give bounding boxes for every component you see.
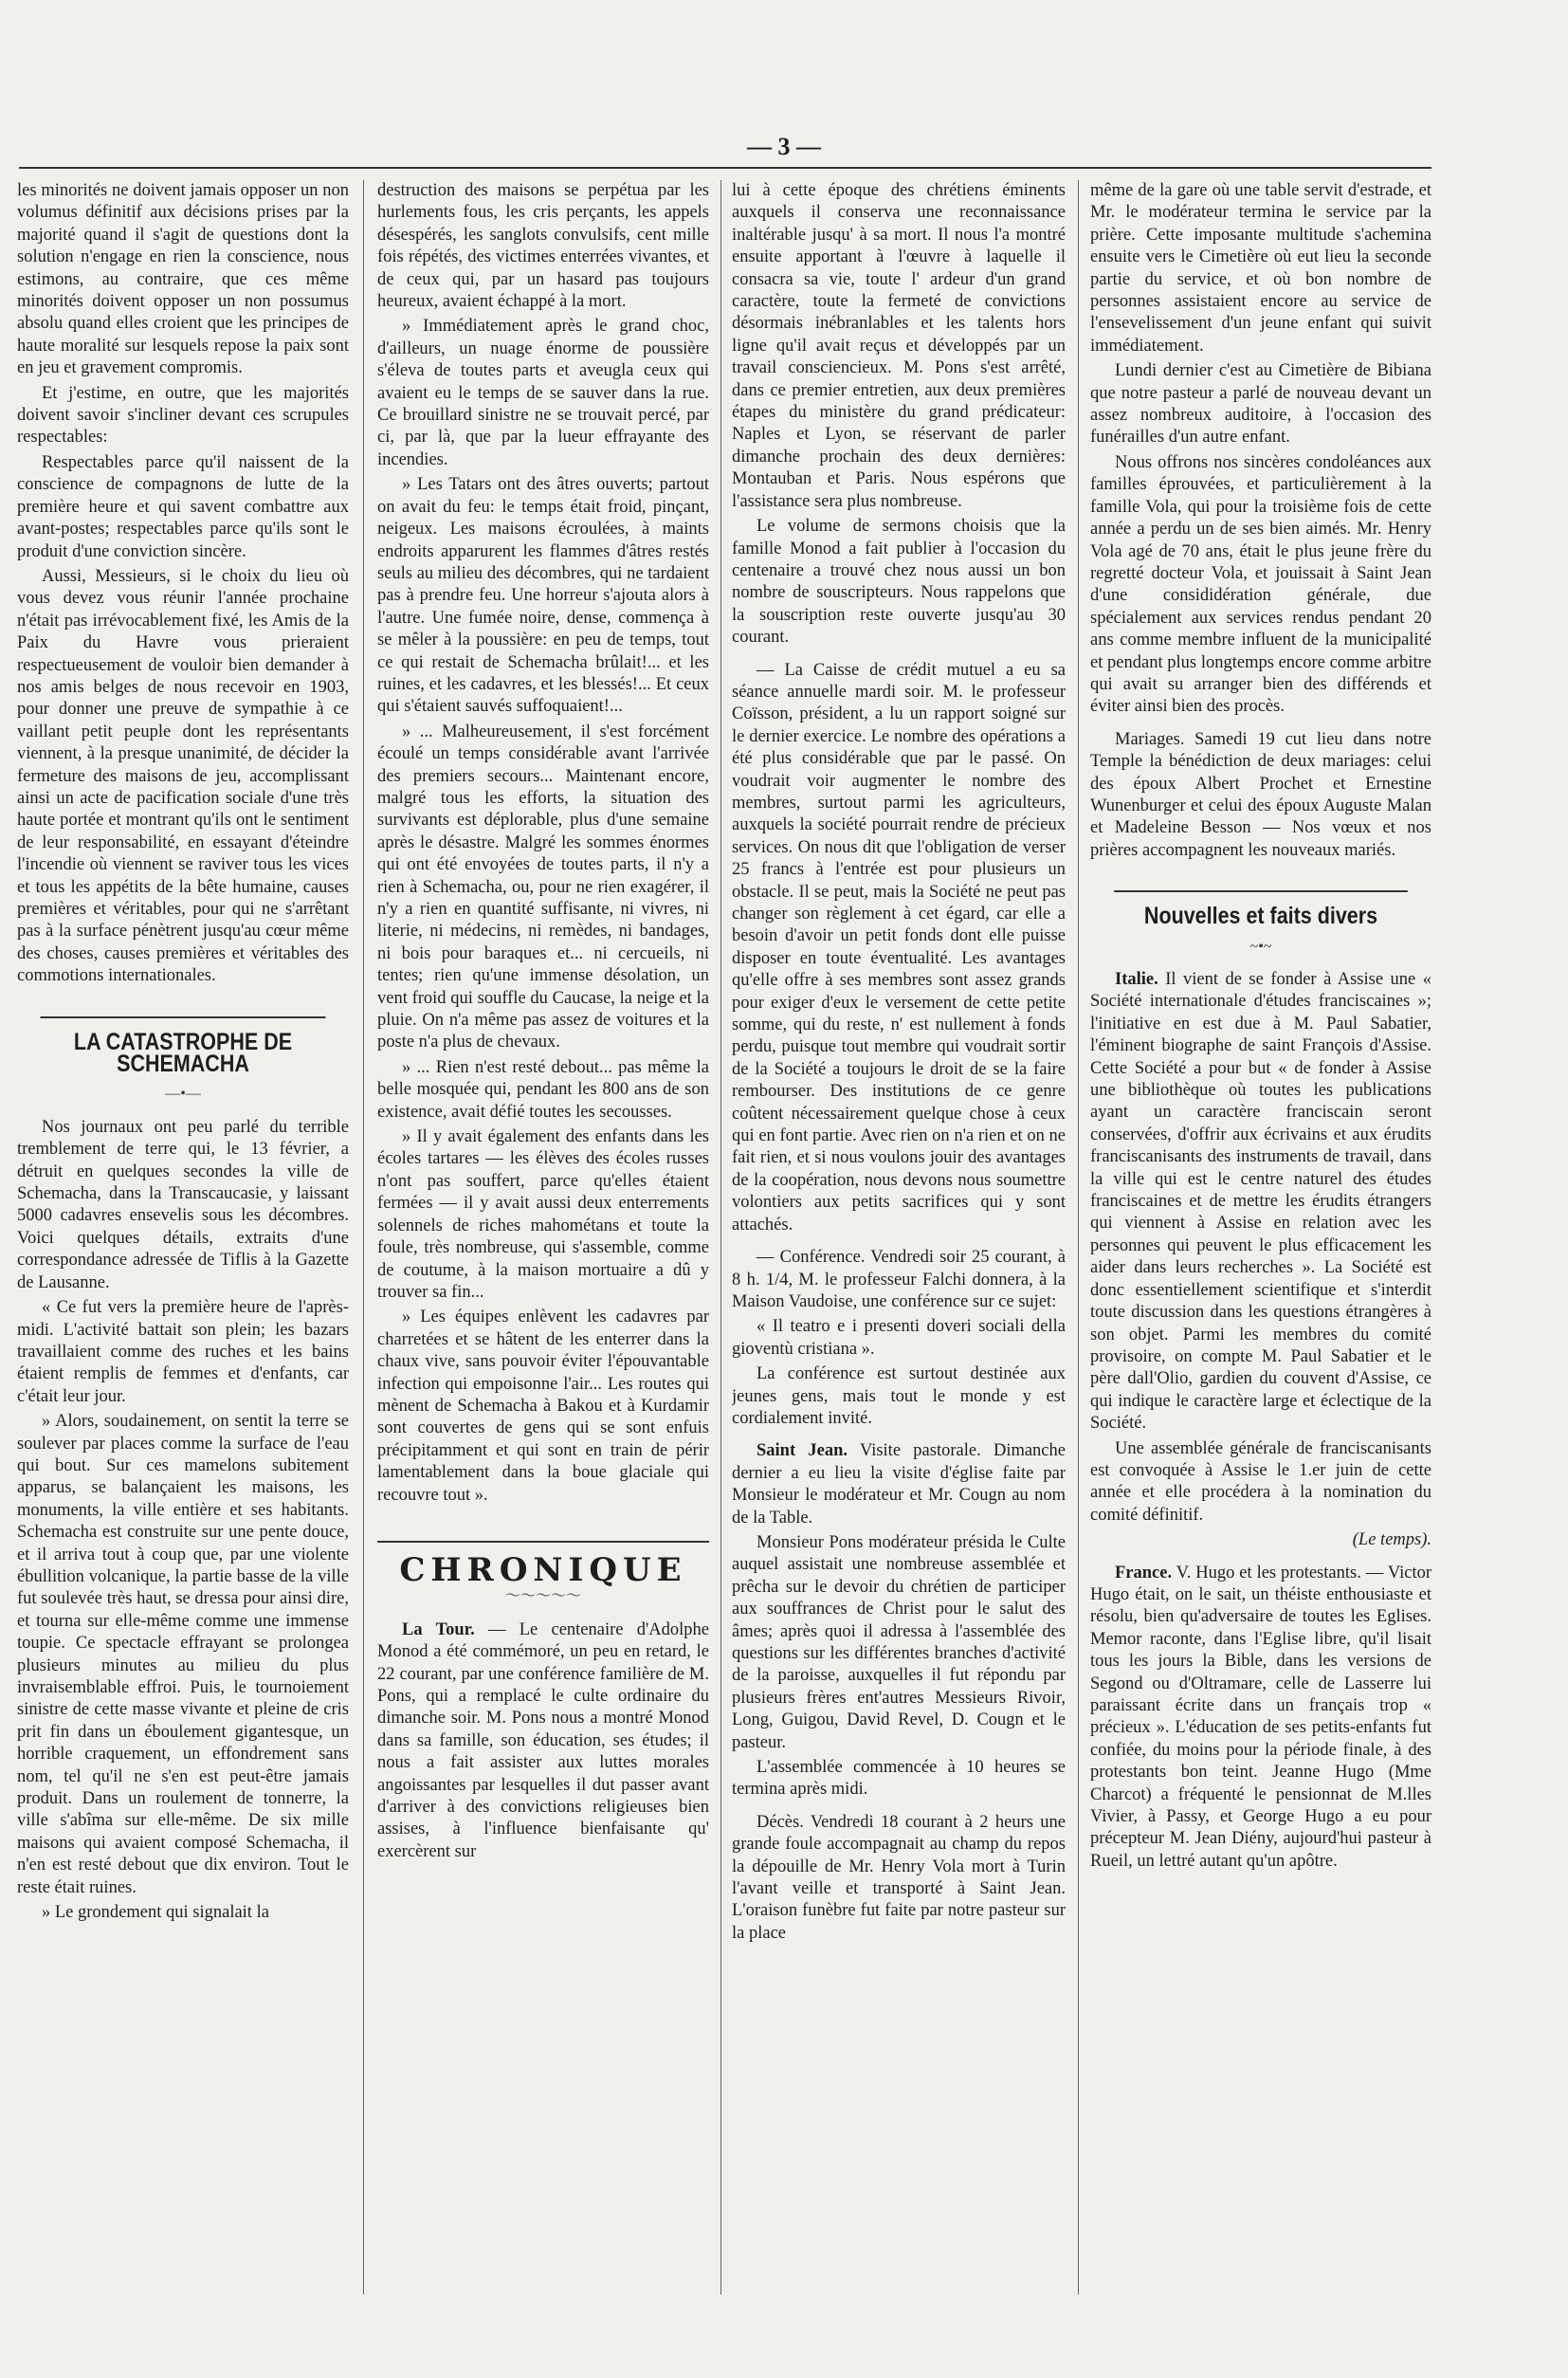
place-label: La Tour. — [402, 1619, 475, 1639]
paragraph: Et j'estime, en outre, que les majorités doivent savoir s'incliner devant ces scrupules respectables: — [17, 383, 349, 448]
source-credit: (Le temps). — [1352, 1530, 1431, 1550]
paragraph: « Il teatro e i presenti doveri sociali della gioventù cristiana ». — [732, 1317, 1066, 1359]
paragraph: » Le grondement qui signalait la — [42, 1903, 269, 1923]
paragraph: Une assemblée générale de franciscanisants est convoquée à Assise le 1.er juin de cette année et elle procédera à la nomination du comité définitif. — [1090, 1438, 1431, 1525]
section-heading-nouvelles: Nouvelles et faits divers — [1114, 890, 1408, 927]
paragraph: Le volume de sermons choisis que la famille Monod a fait publier à l'occasion du centenaire a trouvé chez nous aussi un bon nombre de souscripteurs. Nous rappelons que la souscription reste ouverte jusqu'au 30 courant. — [732, 517, 1066, 648]
paragraph: L'assemblée commencée à 10 heures se termina après midi. — [732, 1758, 1066, 1800]
column-2 — [377, 180, 709, 2304]
paragraph: Mariages. Samedi 19 cut lieu dans notre Temple la bénédiction de deux mariages: celui des époux Albert Prochet et Ernestine Wunenburger et celui des époux Auguste Malan et Madeleine Besson — Nos vœux et nos prières accompagnent les nouveaux mariés. — [1090, 729, 1431, 860]
column-divider — [363, 180, 364, 2295]
paragraph: Aussi, Messieurs, si le choix du lieu où vous devez vous réunir l'année prochaine n'était pas irrévocablement fixé, les Amis de la Paix du Havre vous prieraient respectueusement de vouloir bien demander à nos amis belges de nous recevoir en 1903, pour donner une preuve de sympathie à ce vaillant petit peuple dont les représentants viennent, à la presque unanimité, de décider la fermeture des maisons de jeu, accomplissant ainsi un acte de pacification sociale d'une très haute portée et montrant qu'ils ont le sentiment de leur responsabilité, en essayant d'éteindre l'incendie où viennent se raviver tous les vices et tous les appétits de la bête humaine, causes premières et véritables, pour qui ne s'arrêtant pas à la surface pénètrent jusqu'au cœur même des choses, causes premières et véritables des commotions internationales. — [17, 566, 349, 986]
paragraph-text: V. Hugo et les protestants. — Victor Hugo était, on le sait, un théiste enthousiaste et résolu, bien qu'adversaire de toutes les Eglises. Memor raconte, dans l'Eglise libre, qu'il lisait tous les jours la Bible, dans les versions de Segond ou d'Oltramare, celle de Lasserre lui paraissant écrite dans un français trop « précieux ». L'éducation de ses petits-enfants fut confiée, du moins pour la période finale, à des protestants bon teint. Jeanne Hugo (Mme Charcot) a fréquenté le pensionnat de M.lles Vivier, à Passy, et George Hugo a eu pour précepteur M. Jean Diény, aujourd'hui pasteur à Rueil, un lettré autant qu'un apôtre. — [1090, 1563, 1431, 1871]
paragraph: Décès. Vendredi 18 courant à 2 heurs une grande foule accompagnait au champ du repos la dépouille de Mr. Henry Vola mort à Turin l'avant veille et transporté à Saint Jean. L'oraison funèbre fut faite par notre pasteur sur la place — [732, 1812, 1066, 1943]
header-rule — [19, 167, 1431, 169]
paragraph: La conférence est surtout destinée aux jeunes gens, mais tout le monde y est cordialement invité. — [732, 1364, 1066, 1428]
paragraph: » Les équipes enlèvent les cadavres par charretées et se hâtent de les enterrer dans la chaux vive, sans pouvoir éviter l'épouvantable infection qui empoisonne l'air... Les routes qui mènent de Schemacha à Bakou et à Kurdamir sont couvertes de gens qui se sont enfuis précipitamment et qui sont en train de périr lamentablement dans la boue glaciale qui recouvre tout ». — [377, 1308, 709, 1505]
ornament: —•— — [165, 1086, 201, 1103]
paragraph: Monsieur Pons modérateur présida le Culte auquel assistait une nombreuse assemblée et prêcha sur le devoir du chrétien de participer aux souffrances de Christ pour le salut des âmes; après quoi il adressa à l'assemblée des questions sur les différentes branches d'activité de la paroisse, auxquelles il fut répondu par plusieurs frères ent'autres Messieurs Rivoir, Long, Guigou, David Revel, D. Cougn et le pasteur. — [732, 1532, 1066, 1752]
place-label: Italie. — [1115, 970, 1158, 989]
column-1 — [17, 180, 349, 2304]
paragraph: » Il y avait également des enfants dans les écoles tartares — les élèves des écoles russes n'ont pas souffert, parce qu'elles étaient fermées — il y avait aussi deux enterrements solennels de riches mahométans et toute la foule, très nombreuse, qui s'assemble, comme de coutume, à la maison mortuaire a dû y trouver sa fin... — [377, 1127, 709, 1302]
paragraph: » Les Tatars ont des âtres ouverts; partout on avait du feu: le temps était froid, pinçant, neigeux. Les maisons écroulées, à maints endroits apparurent les flammes d'âtres restés seuls au milieu des décombres, qui ne tardaient pas à prendre feu. Une horreur s'ajouta alors à l'autre. Une fumée noire, dense, commença à se mêler à la poussière: en peu de temps, tout ce qui restait de Schemacha brûlait!... et les ruines, et les cadavres, et les blessés!... Et ceux qui s'étaient sauvés suffoquaient!... — [377, 475, 709, 717]
paragraph: — Conférence. Vendredi soir 25 courant, à 8 h. 1/4, M. le professeur Falchi donnera, à la Maison Vaudoise, une conférence sur ce sujet: — [732, 1248, 1066, 1311]
place-label: France. — [1115, 1563, 1173, 1582]
paragraph: Nous offrons nos sincères condoléances aux familles éprouvées, et particulièrement à la famille Vola, qui pour la troisième fois de cette année a perdu un de ses bien aimés. Mr. Henry Vola agé de 70 ans, était le plus jeune frère du regretté docteur Vola, et jouissait à Saint Jean d'une consididération générale, due spécialement aux services rendus pendant 20 ans comme membre influent de la municipalité et pendant plus longtemps encore comme arbitre qui avait su arranger bien des différends et éviter ainsi bien des procès. — [1090, 452, 1431, 717]
paragraph: même de la gare où une table servit d'estrade, et Mr. le modérateur termina le service par la prière. Cette imposante multitude s'achemina ensuite vers le Cimetière où eut lieu la seconde partie du service, et où bon nombre de personnes assistaient encore au service de l'ensevelissement d'un jeune enfant qui suivit immédiatement. — [1090, 181, 1431, 356]
paragraph: » Alors, soudainement, on sentit la terre se soulever par places comme la surface de l'eau qui bout. Sur ces mamelons subitement apparus, se balançaient les maisons, les monuments, la ville entière et ses habitants. Schemacha est construite sur une pente douce, et il arriva tout à coup que, par une violente ébullition volcanique, la partie basse de la ville fut soulevée très haut, se dressa pour ainsi dire, et tourna sur elle-même comme une immense toupie. Ce spectacle effrayant se prolongea plusieurs minutes au milieu du plus invraisemblable effroi. Puis, le tournoiement sinistre de cette masse vivante et pleine de cris prit fin dans un éboulement gigantesque, un horrible craquement, un effondrement sans nom, tel qu'il ne s'en est peut-être jamais produit. Dans un roulement de tonnerre, la ville s'abîma sur elle-même. De six mille maisons qui avaient composé Schemacha, il n'en est resté debout que dix environ. Tout le reste était ruines. — [17, 1412, 349, 1897]
section-heading-schemacha: LA CATASTROPHE DE SCHEMACHA — [41, 1016, 326, 1076]
paragraph: » ... Malheureusement, il s'est forcément écoulé un temps considérable avant l'arrivée des premiers secours... Maintenant encore, malgré tous les efforts, la situation des survivants est déplorable, plus d'une semaine après le désastre. Malgré les sommes énormes qui ont été envoyées de toutes parts, il n'y a rien à Schemacha, ou, pour ne rien exagérer, il n'y a rien en quantité suffisante, ni vivres, ni literie, ni médecins, ni remèdes, ni bandages, ni bois pour baraques et... ni cercueils, ni tentes; rien qu'une immense désolation, un vent froid qui souffle du Caucase, la neige et la pluie. On n'a même pas assez de voitures et la poste n'a plus de chevaux. — [377, 722, 709, 1052]
page-number: — 3 — — [747, 133, 821, 160]
column-4 — [1090, 180, 1431, 2304]
paragraph: Respectables parce qu'il naissent de la conscience de compagnons de lutte de la première heure et qui savent combattre aux avant-postes; respectables parce qu'ils sont le produit d'une conviction sincère. — [17, 452, 349, 561]
paragraph: les minorités ne doivent jamais opposer un non volumus définitif aux décisions prises par la majorité quand il s'agit de questions dont la solution n'engage en rien la conscience, nous estimons, au contraire, que ces même minorités doivent opposer un non possumus absolu quand elles croient que les principes de haute moralité sur lesquels repose la paix sont en jeu et gravement compromis. — [17, 181, 349, 378]
paragraph: » Immédiatement après le grand choc, d'ailleurs, un nuage énorme de poussière s'éleva de toutes parts et aveugla ceux qui avaient eu le temps de se sauver dans la rue. Ce brouillard sinistre ne se trouvait percé, par ci, par là, que par la lueur effrayante des incendies. — [377, 317, 709, 469]
place-label: Saint Jean. — [757, 1441, 848, 1461]
paragraph: Nos journaux ont peu parlé du terrible tremblement de terre qui, le 13 février, a détruit en quelques secondes la ville de Schemacha, dans la Transcaucasie, y laissant 5000 cadavres ensevelis sous les décombres. Voici quelques détails, extraits d'une correspondance adressée de Tiflis à la Gazette de Lausanne. — [17, 1117, 349, 1292]
paragraph-text: Il vient de se fonder à Assise une « Société internationale d'études franciscaines »; l'initiative en est due à M. Paul Sabatier, l'éminent biographe de saint François d'Assise. Cette Société a pour but « de fonder à Assise une bibliothèque où toutes les publications ayant un caractère franciscain seront conservées, d'offrir aux écrivains et aux érudits franciscanisants des instruments de travail, dans la ville qui est le centre naturel des études franciscaines et de mettre les érudits étrangers qui viennent à Assise en relation avec les personnes qui peuvent le plus efficacement les aider dans leurs recherches ». La Société est donc essentiellement scientifique et s'interdit toute discussion dans les questions étrangères à son objet. Parmi les membres du comité provisoire, on compte M. Paul Sabatier et le père dall'Olio, gardien du couvent d'Assise, ce qui indique le caractère large et éclectique de la Société. — [1090, 970, 1431, 1434]
paragraph — [1090, 1563, 1431, 1874]
column-divider — [720, 180, 721, 2295]
ornament: ~•~ — [1249, 938, 1272, 955]
paragraph: destruction des maisons se perpétua par les hurlements fous, les cris perçants, les appels désespérés, les sanglots convulsifs, cent mille fois répétés, des victimes enterrées vivantes, et de ceux qui, par un hasard pas toujours heureux, avaient échappé à la mort. — [377, 181, 709, 312]
paragraph: — La Caisse de crédit mutuel a eu sa séance annuelle mardi soir. M. le professeur Coïsson, président, a lu un rapport soigné sur le dernier exercice. Le nombre des opérations a été plus considérable que par le passé. On voudrait voir augmenter le nombre des membres, surtout parmi les agriculteurs, auxquels la société pourrait rendre de précieux services. On nous dit que l'obligation de verser 25 francs à l'entrée est pour plusieurs un obstacle. Il se peut, mais la Société ne peut pas changer son règlement à cet égard, car elle a besoin d'avoir un petit fonds dont elle puisse disposer en toute éventualité. Les avantages qu'elle offre à ses membres sont assez grands pour exiger d'eux le versement de cette petite somme, qui du reste, n' est nullement à fonds perdu, puisque tout membre qui voudrait sortir de la Société a toujours le droit de se la faire rembourser. Des institutions de ce genre coûtent nécessairement quelque chose à ceux qui en font partie. Avec rien on n'a rien et on ne fait rien, et si nous voulons jouir des avantages de la coopération, nous devons nous soumettre volontiers aux petits sacrifices qui y sont attachés. — [732, 660, 1066, 1235]
paragraph: » ... Rien n'est resté debout... pas même la belle mosquée qui, pendant les 800 ans de son existence, avait défié toutes les secousses. — [377, 1057, 709, 1122]
paragraph — [1090, 969, 1431, 1436]
ornament: 〜〜〜〜〜 — [504, 1588, 581, 1605]
paragraph — [377, 1619, 709, 1863]
column-divider — [1078, 180, 1079, 2295]
column-3 — [732, 180, 1066, 2304]
paragraph: lui à cette époque des chrétiens éminents auxquels il conserva une reconnaissance inaltérable jusqu' à sa mort. Il nous l'a montré ensuite apportant à l'œuvre à laquelle il consacra sa vie, toute l' ardeur d'un grand caractère, toute la fermeté de convictions désormais inébranlables et les talents hors ligne qu'il avait reçus et développés par un travail consciencieux. M. Pons s'est arrêté, dans ce premier entretien, aux deux premières étapes du ministère du grand prédicateur: Naples et Lyon, se réservant de parler dimanche prochain des deux dernières: Montauban et Paris. Nous espérons que l'assistance sera plus nombreuse. — [732, 181, 1066, 511]
paragraph-text: Visite pastorale. Dimanche dernier a eu lieu la visite d'église faite par Monsieur le modérateur et Mr. Cougn au nom de la Table. — [732, 1441, 1066, 1527]
paragraph — [732, 1440, 1066, 1529]
paragraph: « Ce fut vers la première heure de l'après-midi. L'activité battait son plein; les bazars travaillaient comme des ruches et les bains étaient remplis de femmes et d'enfants, car c'était leur jour. — [17, 1298, 349, 1406]
section-heading-chronique: CHRONIQUE — [377, 1541, 709, 1582]
paragraph-text: — Le centenaire d'Adolphe Monod a été commémoré, un peu en retard, le 22 courant, par une conférence familière de M. Pons, qui a remplacé le culte ordinaire du dimanche soir. M. Pons nous a montré Monod dans sa famille, son éducation, ses études; il nous a fait assister aux luttes morales angoissantes par lesquelles il dut passer avant d'arriver à des convictions religieuses bien assises, à l'influence bienfaisante qu' exercèrent sur — [377, 1619, 709, 1861]
paragraph: Lundi dernier c'est au Cimetière de Bibiana que notre pasteur a parlé de nouveau devant un assez nombreux auditoire, à l'occasion des funérailles d'un autre enfant. — [1090, 361, 1431, 448]
